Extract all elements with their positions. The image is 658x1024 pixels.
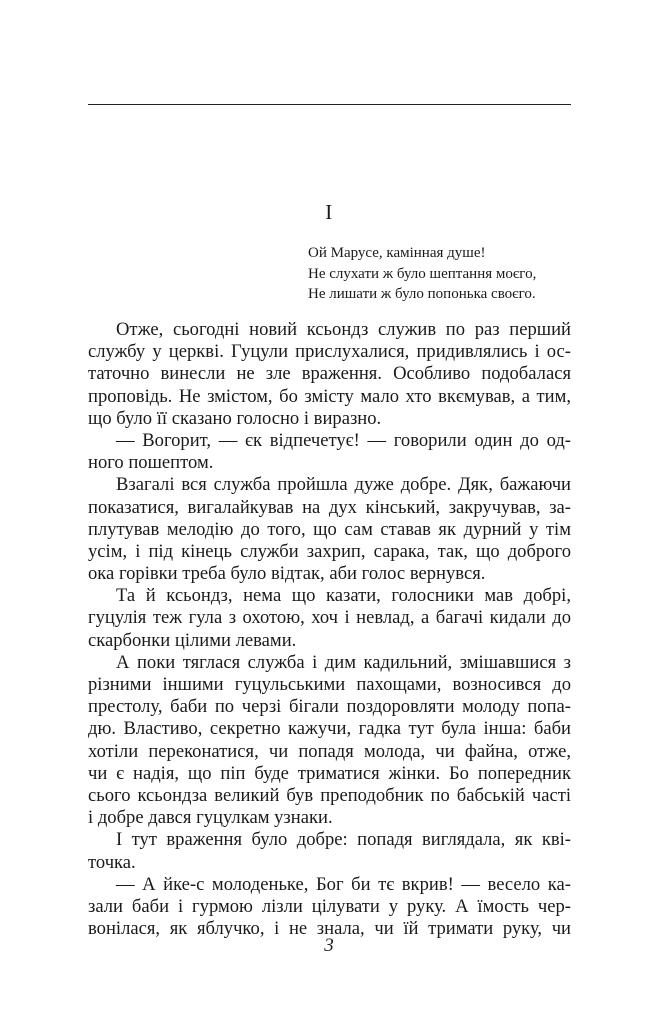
paragraph [88,829,571,873]
epigraph-line: Ой Марусе, камінная душе! [308,245,486,261]
page-number: 3 [324,935,334,956]
paragraph [88,652,571,830]
text-line: дю. Властиво, секретно кажучи, гадка тут була інша: баби [88,718,571,740]
paragraph [88,319,571,430]
text-line: проповідь. Не змістом, бо змісту мало хто вкємував, а тим, [88,385,571,407]
text-line: Взагалі вся служба пройшла дуже добре. Дяк, бажаючи [116,474,571,496]
text-line: що було її сказано голосно і виразно. [88,407,382,429]
text-line: А поки тяглася служба і дим кадильний, змішавшися з [116,651,571,673]
epigraph-line: Не лишати ж було попонька своєго. [308,286,536,302]
epigraph [308,243,578,305]
text-line: різними іншими гуцульськими пахощами, возносився до [88,674,571,695]
text-line: І тут враження було добре: попадя виглядала, як кві- [116,829,571,851]
text-line: ока горівки треба було відтак, аби голос вернувся. [88,563,486,585]
paragraph [88,874,571,941]
text-line: — Вогорит, — єк відпечетує! — говорили один до од- [116,429,571,451]
text-line: вонілася, як яблучко, і не знала, чи їй тримати руку, чи [88,918,571,940]
text-line: показатися, вигалайкував на дух кінський, закручував, за- [88,496,571,518]
text-line: — А йке-с молоденьке, Бог би тє вкрив! — весело ка- [116,873,571,895]
text-line: скарбонки цілими левами. [88,629,297,651]
text-line: точка. [88,851,136,873]
epigraph-line: Не слухати ж було шептання моєго, [308,265,537,282]
text-line: усім, і під кінець служби захрип, сарака, так, що доброго [88,540,571,562]
body-text [88,319,571,940]
text-line: чи є надія, що піп буде триматися жінки. Бо попередник [88,762,571,784]
text-line: таточно винесли не зле враження. Особливо подобалася [88,363,571,385]
text-line: сього ксьондза великий був преподобник по бабській часті [88,784,571,806]
text-line: престолу, баби по черзі бігали поздоровляти молоду попа- [88,696,571,718]
chapter-heading: I [325,200,333,224]
text-line: Отже, сьогодні новий ксьондз служив по раз перший [116,319,571,340]
text-line: зали баби і гурмою лізли цілувати у руку. А їмость чер- [88,895,571,917]
text-line: хотіли переконатися, чи попадя молода, чи файна, отже, [88,740,571,762]
text-line: плутував мелодію до того, що сам ставав як дурний у тім [88,518,571,540]
text-line: і добре дався гуцулкам узнаки. [88,807,333,829]
paragraph [88,585,571,652]
paragraph [88,430,571,474]
paragraph [88,474,571,585]
text-line: ного пошептом. [88,452,214,474]
header-rule [88,104,571,105]
text-line: службу у церкві. Гуцули прислухалися, придивлялись і ос- [88,341,571,363]
text-line: Та й ксьондз, нема що казати, голосники мав добрі, [116,585,571,607]
text-line: гуцулія теж гула з охотою, хоч і невлад, а багачі кидали до [88,607,571,629]
